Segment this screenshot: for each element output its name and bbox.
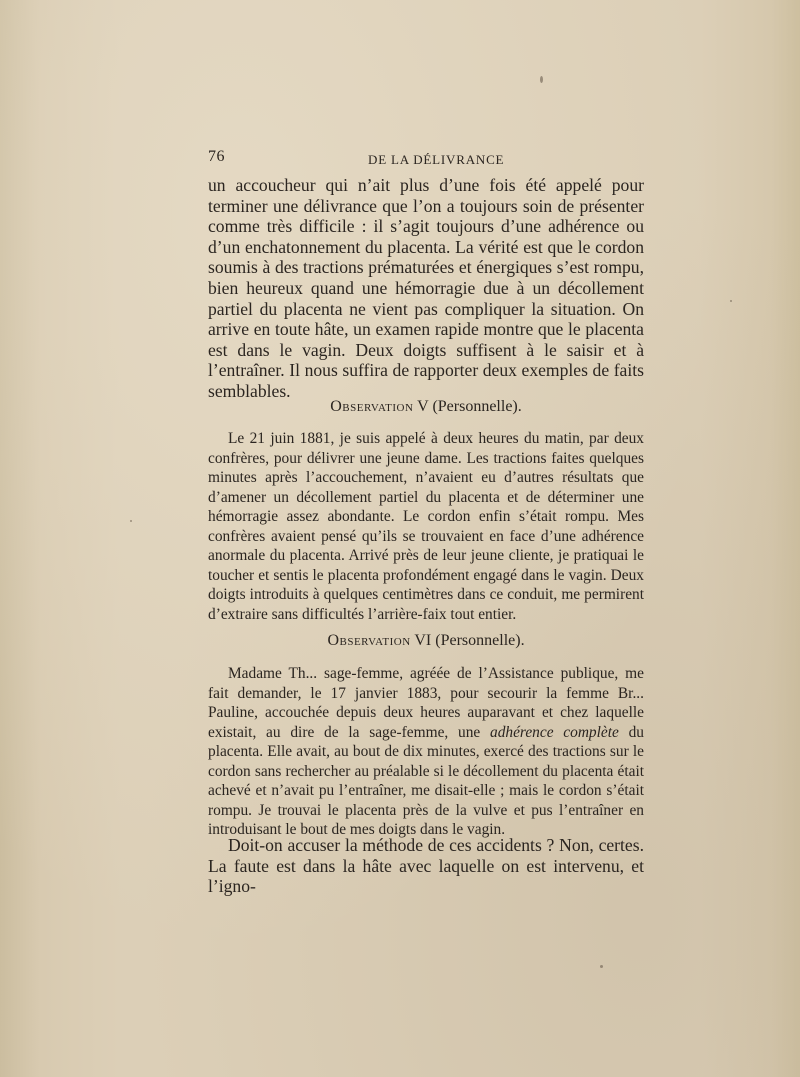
- observation-number: V (Personnelle).: [417, 398, 522, 415]
- observation-5-text: Le 21 juin 1881, je suis appelé à deux heures du matin, par deux confrères, pour délivrer une jeune dame. Les tractions faites quelques minutes après l’accouchement, n’avaient eu d’autres résultats que d’amener un décollement partiel du placenta et de déterminer une hémorragie assez abondante. Le cordon enfin s’était rompu. Mes confrères avaient pensé qu’ils se trouvaient en face d’une adhérence anormale du placenta. Arrivé près de leur jeune cliente, je pratiquai le toucher et sentis le placenta profondément engagé dans le vagin. Deux doigts introduits à quelques centimètres dans ce conduit, me permirent d’extraire sans difficultés l’arrière-faix tout entier.: [208, 430, 644, 623]
- paper-speck: [540, 76, 543, 83]
- observation-6-heading: [208, 632, 644, 650]
- page-number: 76: [208, 148, 225, 165]
- paper-speck: [130, 520, 132, 522]
- closing-paragraph: Doit-on accuser la méthode de ces accidents ? Non, certes. La faute est dans la hâte avec laquelle on est intervenu, et l’igno-: [208, 835, 644, 897]
- running-title: DE LA DÉLIVRANCE: [368, 152, 505, 167]
- observation-label: Observation: [327, 632, 411, 649]
- observation-6-emphasis: adhérence complète: [490, 723, 619, 741]
- paper-speck: [600, 965, 603, 968]
- observation-number: VI (Personnelle).: [414, 632, 525, 649]
- observation-6-text-end: du placenta. Elle avait, au bout de dix minutes, exercé des tractions sur le cordon sans rechercher au préalable si le décollement du placenta était achevé et n’avait pu l’entraîner, me disait-elle ; mais le cordon s’était rompu. Je trouvai le placenta près de la vulve et pus l’entraîner en introduisant le bout de mes doigts dans le vagin.: [208, 723, 644, 838]
- observation-6-text-start: Madame Th... sage-femme, agréée de l’Assistance publique, me fait demander, le 17 janvier 1883, pour secourir la femme Br... Pauline, accouchée depuis deux heures auparavant et chez laquelle existait, au dire de la sage-femme, une: [208, 665, 644, 741]
- observation-6-text: [208, 664, 644, 840]
- paper-speck: [730, 300, 732, 302]
- observation-5-heading: [208, 398, 644, 416]
- running-head: [208, 148, 648, 170]
- observation-label: Observation: [330, 398, 414, 415]
- intro-paragraph: un accoucheur qui n’ait plus d’une fois été appelé pour terminer une délivrance que l’on a toujours soin de présenter comme très difficile : il s’agit toujours d’une adhérence ou d’un enchatonnement du placenta. La vérité est que le cordon soumis à des tractions prématurées et énergiques s’est rompu, bien heureux quand une hémorragie due à un décollement partiel du placenta ne vient pas compliquer la situation. On arrive en toute hâte, un examen rapide montre que le placenta est dans le vagin. Deux doigts suffisent à le saisir et à l’entraîner. Il nous suffira de rapporter deux exemples de faits semblables.: [208, 175, 644, 401]
